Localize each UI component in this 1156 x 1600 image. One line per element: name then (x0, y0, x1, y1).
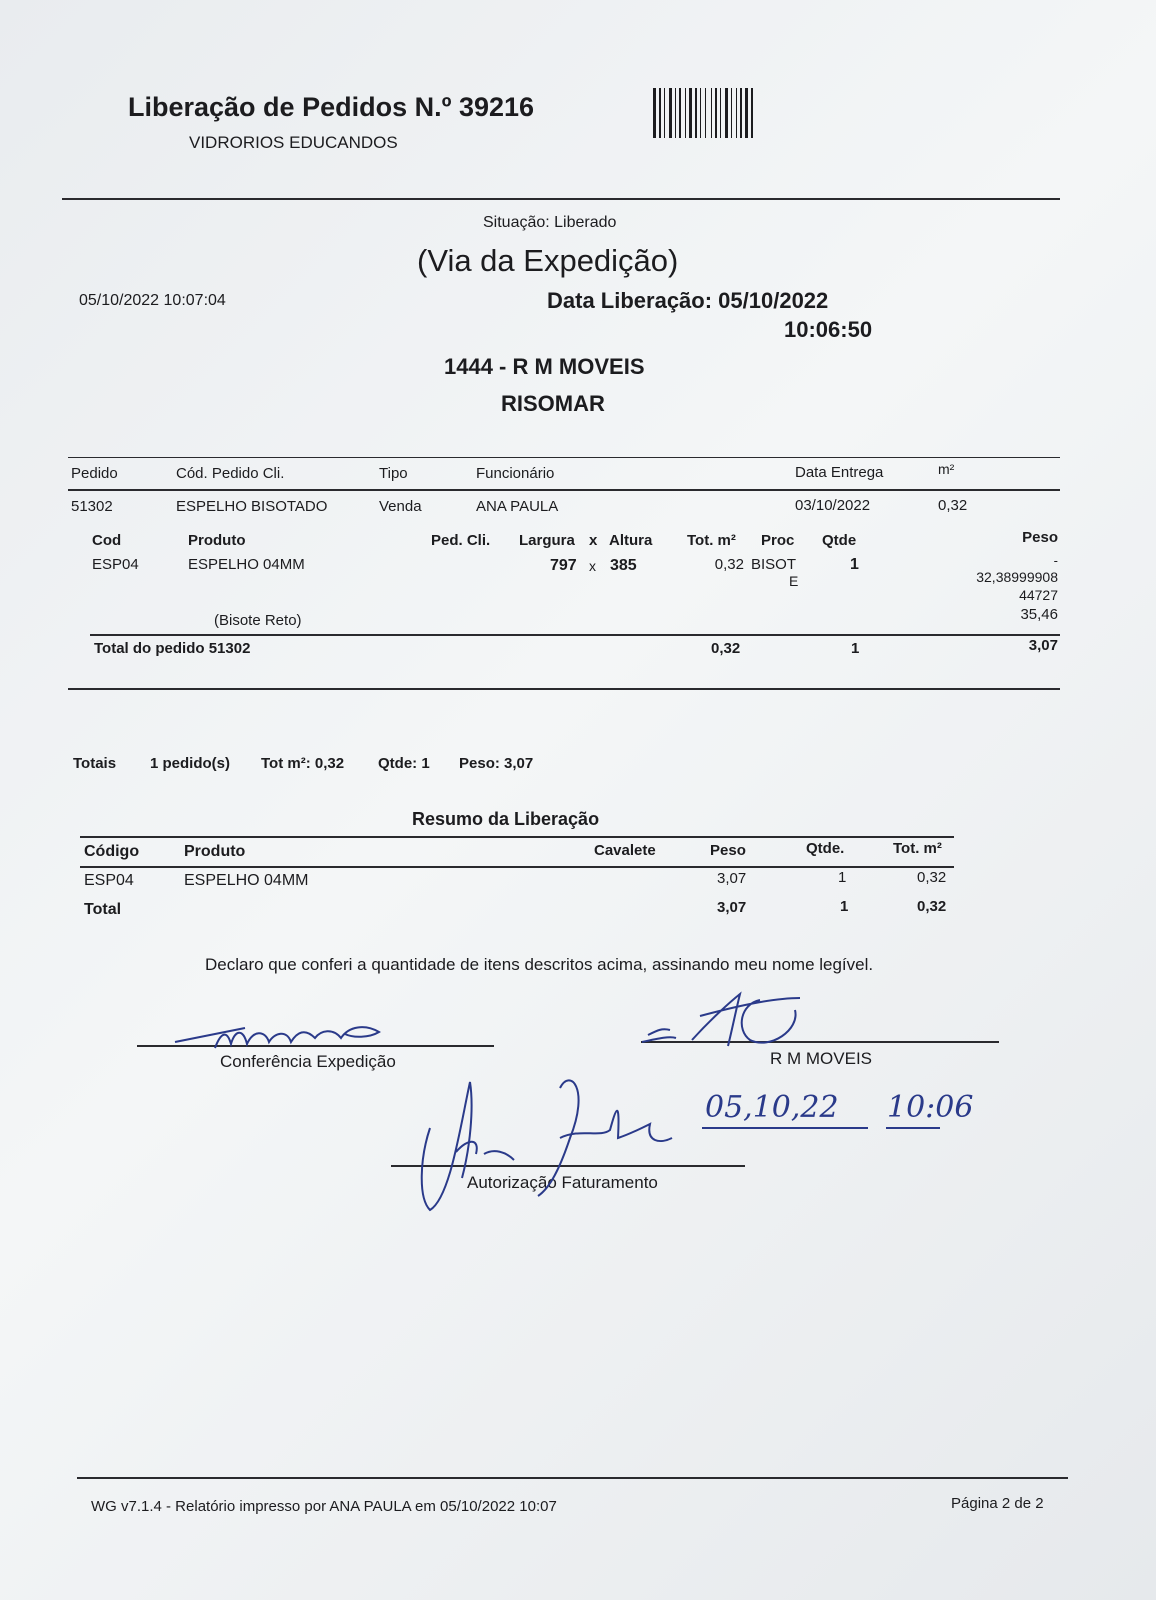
footer-rule (77, 1477, 1068, 1479)
handwritten-date: 05,10,22 (705, 1090, 839, 1125)
item-header-proc: Proc (761, 532, 795, 549)
resumo-header-qtde: Qtde. (806, 840, 845, 857)
resumo-row-produto: ESPELHO 04MM (184, 872, 309, 889)
item-header-produto: Produto (188, 532, 246, 549)
order-header-tipo: Tipo (379, 465, 408, 482)
order-total-peso: 3,07 (1028, 637, 1058, 654)
order-m2: 0,32 (938, 497, 968, 514)
resumo-header-codigo: Código (84, 843, 140, 860)
situacao-label: Situação: Liberado (483, 214, 617, 231)
document-title: Liberação de Pedidos N.º 39216 (128, 92, 535, 122)
order-funcionario: ANA PAULA (476, 498, 559, 515)
item-cod: ESP04 (92, 556, 139, 573)
item-header-ped-cli: Ped. Cli. (431, 532, 491, 549)
item-header-cod: Cod (92, 532, 122, 549)
client-name: 1444 - R M MOVEIS (444, 354, 645, 379)
order-section-end-rule (68, 688, 1060, 690)
resumo-top-rule (80, 836, 954, 838)
company-name: VIDRORIOS EDUCANDOS (189, 133, 398, 152)
item-tot-m2: 0,32 (714, 556, 744, 573)
barcode (653, 88, 829, 140)
resumo-total-tot-m2: 0,32 (917, 898, 947, 915)
item-qtde: 1 (850, 556, 859, 573)
item-x: x (589, 558, 596, 574)
item-header-largura: Largura (519, 532, 575, 549)
data-liberacao: Data Liberação: 05/10/2022 (547, 288, 829, 313)
footer-page-number: Página 2 de 2 (951, 1495, 1044, 1512)
footer-printed-by: WG v7.1.4 - Relatório impresso por ANA PAULA em 05/10/2022 10:07 (91, 1498, 557, 1515)
item-largura: 797 (550, 557, 577, 574)
item-proc: BISOT (751, 556, 797, 573)
resumo-header-tot-m2: Tot. m² (893, 840, 942, 857)
order-header-m2: m² (938, 461, 955, 477)
handwritten-time: 10:06 (887, 1090, 974, 1125)
signature-autorizacao-scribble (410, 1068, 680, 1218)
declaration-text: Declaro que conferi a quantidade de itens descritos acima, assinando meu nome legível. (205, 955, 874, 974)
resumo-row-tot-m2: 0,32 (917, 869, 947, 886)
resumo-total-label: Total (84, 901, 122, 918)
order-table-top-rule (68, 457, 1060, 458)
order-tipo: Venda (379, 498, 422, 515)
signature-label-conferencia: Conferência Expedição (220, 1052, 396, 1071)
print-datetime: 05/10/2022 10:07:04 (79, 292, 226, 309)
header-rule (62, 198, 1060, 200)
item-header-altura: Altura (609, 532, 653, 549)
order-header-cod-pedido-cli: Cód. Pedido Cli. (176, 465, 285, 482)
hora-liberacao: 10:06:50 (784, 317, 873, 342)
item-header-x: x (589, 532, 598, 549)
via-label: (Via da Expedição) (417, 243, 679, 278)
signature-conferencia-scribble (165, 1008, 405, 1058)
order-header-pedido: Pedido (71, 465, 118, 482)
resumo-header-produto: Produto (184, 843, 246, 860)
item-peso-line1: 32,38999908 (976, 569, 1058, 585)
order-total-qtde: 1 (851, 640, 860, 657)
resumo-header-rule (80, 866, 954, 868)
order-header-data-entrega: Data Entrega (795, 464, 884, 481)
resumo-total-peso: 3,07 (717, 899, 747, 916)
order-total-m2: 0,32 (711, 640, 741, 657)
order-data-entrega: 03/10/2022 (795, 497, 871, 514)
resumo-row-qtde: 1 (838, 869, 847, 886)
resumo-row-codigo: ESP04 (84, 872, 134, 889)
client-contact: RISOMAR (501, 391, 605, 416)
resumo-row-peso: 3,07 (717, 870, 747, 887)
order-header-funcionario: Funcionário (476, 465, 555, 482)
item-peso-dash: - (1053, 553, 1058, 568)
signature-cliente-scribble (640, 990, 830, 1060)
signature-label-cliente: R M MOVEIS (770, 1049, 873, 1068)
totais-label: Totais (73, 755, 117, 772)
item-produto: ESPELHO 04MM (188, 556, 305, 573)
item-proc-cont: E (789, 573, 799, 589)
item-peso-line3: 35,46 (1020, 606, 1058, 623)
order-total-label: Total do pedido 51302 (94, 640, 251, 657)
item-total-rule (90, 634, 1060, 636)
item-altura: 385 (610, 557, 637, 574)
item-header-peso: Peso (1022, 529, 1058, 546)
order-header-rule (68, 489, 1060, 491)
item-header-tot-m2: Tot. m² (687, 532, 736, 549)
totais-qtde: Qtde: 1 (378, 755, 430, 772)
resumo-header-peso: Peso (710, 842, 746, 859)
resumo-title: Resumo da Liberação (412, 809, 600, 829)
order-cod-pedido-cli: ESPELHO BISOTADO (176, 498, 328, 515)
item-peso-line2: 44727 (1019, 587, 1058, 603)
signature-label-autorizacao: Autorização Faturamento (467, 1173, 658, 1192)
resumo-header-cavalete: Cavalete (594, 842, 656, 859)
order-pedido: 51302 (71, 498, 113, 515)
handwritten-underline (700, 1124, 980, 1134)
resumo-total-qtde: 1 (840, 898, 849, 915)
item-header-qtde: Qtde (822, 532, 857, 549)
totais-pedidos: 1 pedido(s) (150, 755, 231, 772)
item-observacao: (Bisote Reto) (214, 612, 302, 629)
totais-tot-m2: Tot m²: 0,32 (261, 755, 345, 772)
totais-peso: Peso: 3,07 (459, 755, 534, 772)
